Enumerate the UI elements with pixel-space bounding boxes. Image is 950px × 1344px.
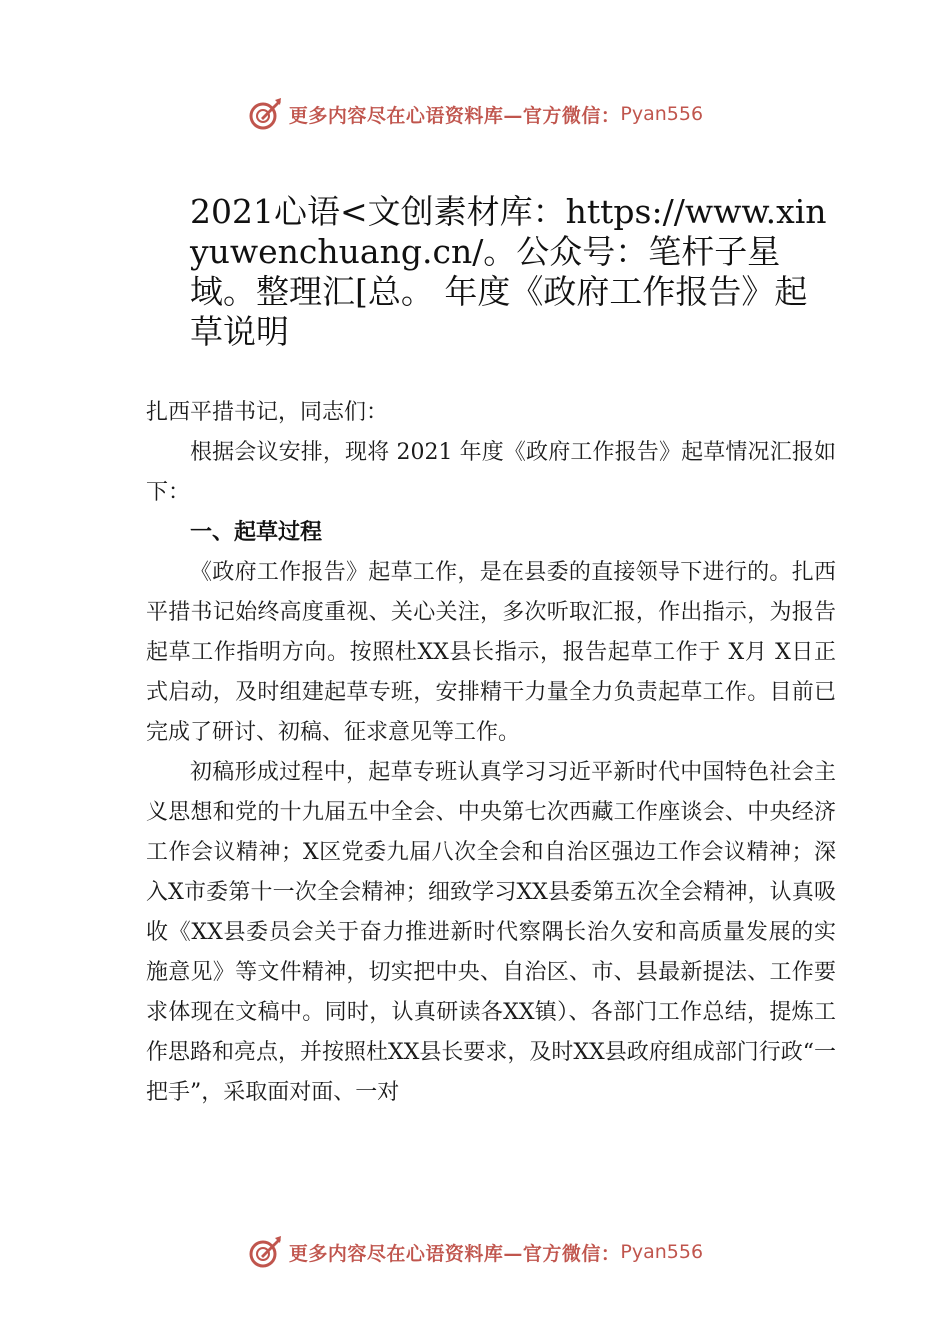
section-heading: 一、起草过程 — [190, 520, 323, 545]
document-body — [146, 393, 836, 1113]
banner-text: 更多内容尽在心语资料库—官方微信： — [288, 1242, 621, 1265]
intro-paragraph: 根据会议安排，现将 2021 年度《政府工作报告》起草情况汇报如下： — [146, 440, 836, 505]
quill-seal-icon — [247, 1234, 283, 1270]
quill-seal-icon — [247, 96, 283, 132]
body-paragraph: 《政府工作报告》起草工作，是在县委的直接领导下进行的。扎西平措书记始终高度重视、关心关注，多次听取汇报，作出指示，为报告起草工作指明方向。按照杜XX县长指示，报告起草工作于 X月 X日正式启动，及时组建起草专班，安排精干力量全力负责起草工作。目前已完成了研讨、初稿、征求意见等工作。 — [146, 560, 836, 745]
header-watermark-banner — [0, 94, 950, 134]
banner-wechat-id: Pyan556 — [620, 103, 704, 125]
body-paragraph: 初稿形成过程中，起草专班认真学习习近平新时代中国特色社会主义思想和党的十九届五中全会、中央第七次西藏工作座谈会、中央经济工作会议精神；X区党委九届八次全会和自治区强边工作会议精神；深入X市委第十一次全会精神；细致学习XX县委第五次全会精神，认真吸收《XX县委员会关于奋力推进新时代察隅长治久安和高质量发展的实施意见》等文件精神，切实把中央、自治区、市、县最新提法、工作要求体现在文稿中。同时，认真研读各XX镇）、各部门工作总结，提炼工作思路和亮点，并按照杜XX县长要求，及时XX县政府组成部门行政“一把手”，采取面对面、一对 — [146, 760, 836, 1105]
footer-watermark-banner — [0, 1232, 950, 1272]
salutation: 扎西平措书记，同志们： — [146, 400, 389, 425]
banner-wechat-id: Pyan556 — [620, 1241, 704, 1263]
document-title: 2021心语<文创素材库：https://www.xinyuwenchuang.cn/。公众号：笔杆子星域。整理汇[总。 年度《政府工作报告》起草说明 — [190, 192, 827, 351]
banner-text: 更多内容尽在心语资料库—官方微信： — [288, 104, 621, 127]
